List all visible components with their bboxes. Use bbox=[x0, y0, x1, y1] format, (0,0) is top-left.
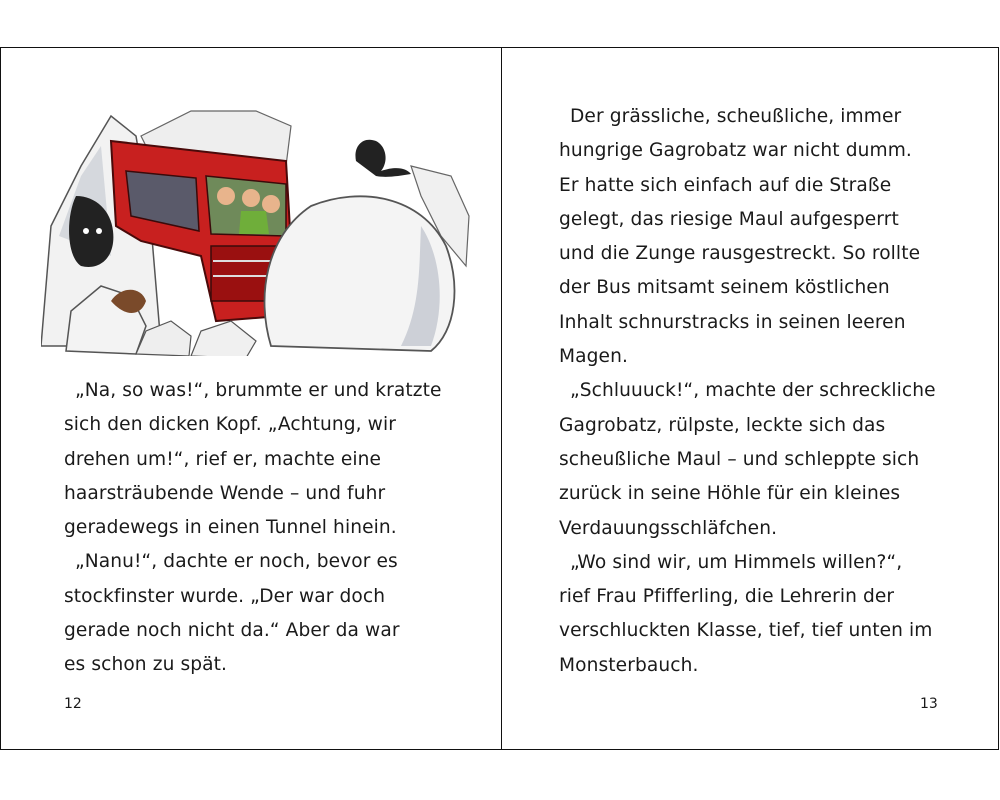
text-line: verschluckten Klasse, tief, tief unten im bbox=[559, 620, 933, 642]
text-line: gelegt, das riesige Maul aufgesperrt bbox=[559, 208, 899, 230]
text-line: gerade noch nicht da.“ Aber da war bbox=[64, 620, 400, 642]
text-line: Inhalt schnurstracks in seinen leeren bbox=[559, 311, 906, 333]
text-line: es schon zu spät. bbox=[64, 654, 228, 676]
left-page-text bbox=[64, 374, 464, 683]
text-line: „Schluuuck!“, machte der schreckliche bbox=[570, 380, 936, 402]
text-line: Gagrobatz, rülpste, leckte sich das bbox=[559, 414, 886, 436]
text-line: Monsterbauch. bbox=[559, 654, 699, 676]
text-line: der Bus mitsamt seinem köstlichen bbox=[559, 277, 890, 299]
page-number: 13 bbox=[920, 696, 938, 712]
text-line: Der grässliche, scheußliche, immer bbox=[570, 106, 902, 127]
text-line: drehen um!“, rief er, machte eine bbox=[64, 448, 382, 470]
text-line: zurück in seine Höhle für ein kleines bbox=[559, 483, 901, 505]
text-line: Er hatte sich einfach auf die Straße bbox=[559, 174, 892, 196]
text-line: sich den dicken Kopf. „Achtung, wir bbox=[64, 414, 396, 436]
text-line: rief Frau Pfifferling, die Lehrerin der bbox=[559, 586, 895, 608]
text-line: geradewegs in einen Tunnel hinein. bbox=[64, 517, 397, 539]
right-page bbox=[502, 48, 1000, 749]
book-spread bbox=[0, 47, 999, 750]
bus-among-rocks-illustration bbox=[41, 106, 471, 356]
text-line: „Wo sind wir, um Himmels willen?“, bbox=[570, 551, 903, 573]
text-line: hungrige Gagrobatz war nicht dumm. bbox=[559, 140, 912, 162]
text-line: „Nanu!“, dachte er noch, bevor es bbox=[75, 551, 398, 573]
text-line: stockfinster wurde. „Der war doch bbox=[64, 585, 386, 607]
text-line: scheußliche Maul – und schleppte sich bbox=[559, 448, 920, 470]
text-line: Verdauungsschläfchen. bbox=[559, 517, 778, 539]
page-number: 12 bbox=[64, 696, 82, 712]
text-line: haarsträubende Wende – und fuhr bbox=[64, 482, 386, 504]
text-line: „Na, so was!“, brummte er und kratzte bbox=[75, 380, 442, 401]
text-line: und die Zunge rausgestreckt. So rollte bbox=[559, 243, 921, 265]
right-page-text bbox=[559, 100, 959, 683]
text-line: Magen. bbox=[559, 346, 628, 368]
left-page bbox=[1, 48, 501, 749]
